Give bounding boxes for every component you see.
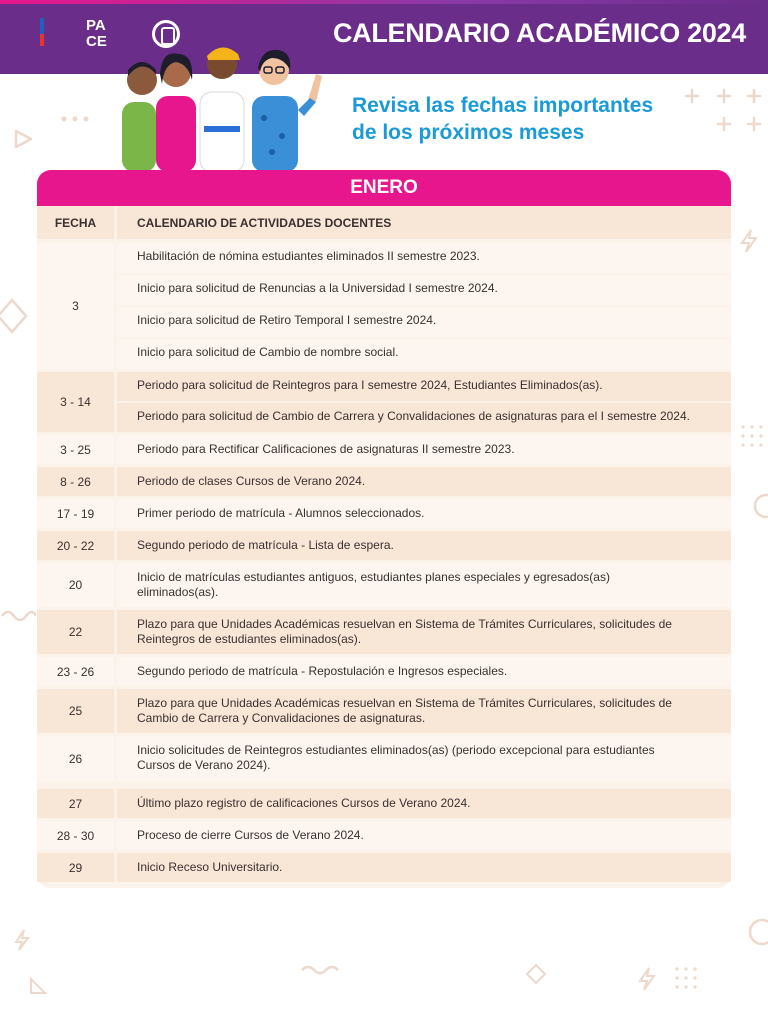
table-row (37, 736, 731, 782)
row-date: 25 (37, 689, 114, 733)
row-date: 28 - 30 (37, 821, 114, 850)
triangle-bottom-icon (28, 976, 48, 996)
plus-pattern-icon (684, 88, 764, 138)
activity-item: Primer periodo de matrícula - Alumnos seleccionados. (137, 506, 425, 520)
row-divider (117, 305, 731, 307)
row-activities (117, 467, 731, 496)
row-activities (117, 531, 731, 560)
table-row (37, 435, 731, 464)
dot-grid-right-icon (740, 424, 764, 448)
row-activities (117, 821, 731, 850)
activity-item: Periodo para Rectificar Calificaciones de asignaturas II semestre 2023. (137, 442, 515, 456)
activity-item: Periodo para solicitud de Reintegros para I semestre 2024, Estudiantes Eliminados(as). (137, 378, 603, 392)
row-activities (117, 657, 731, 686)
calendar-table (37, 206, 731, 888)
hero-subtitle-line-2: de los próximos meses (352, 121, 585, 144)
activity-item: Periodo para solicitud de Cambio de Carrera y Convalidaciones de asignaturas para el I semestre 2024. (137, 409, 690, 423)
row-date: 8 - 26 (37, 467, 114, 496)
activity-item: Inicio Receso Universitario. (137, 860, 283, 874)
row-activities (117, 736, 731, 782)
circle-bottom-icon (740, 916, 768, 950)
row-date: 20 - 22 (37, 531, 114, 560)
table-row (37, 372, 731, 432)
activity-item: Inicio para solicitud de Cambio de nombre social. (137, 345, 399, 359)
table-row (37, 657, 731, 686)
activity-item: Plazo para que Unidades Académicas resuelvan en Sistema de Trámites Curriculares, solicitudes de (137, 617, 672, 631)
activity-item: Último plazo registro de calificaciones Cursos de Verano 2024. (137, 796, 471, 810)
row-date: 3 (37, 243, 114, 369)
activity-item: Cursos de Verano 2024). (137, 758, 271, 772)
row-activities (117, 435, 731, 464)
activity-item: Habilitación de nómina estudiantes eliminados II semestre 2023. (137, 249, 480, 263)
dot-grid-bottom-icon (674, 966, 698, 990)
activity-item: Segundo periodo de matrícula - Repostulación e Ingresos especiales. (137, 664, 508, 678)
bolt-bottom-icon (636, 966, 658, 992)
gobierno-logo (40, 18, 78, 54)
row-activities (117, 789, 731, 818)
activity-item: Proceso de cierre Cursos de Verano 2024. (137, 828, 364, 842)
hero-subtitle (352, 92, 682, 146)
table-row (37, 563, 731, 607)
row-date: 17 - 19 (37, 499, 114, 528)
activity-item: Inicio para solicitud de Renuncias a la Universidad I semestre 2024. (137, 281, 498, 295)
row-date: 23 - 26 (37, 657, 114, 686)
activity-item: eliminados(as). (137, 585, 219, 599)
activity-item: Cambio de Carrera y Convalidaciones de asignaturas. (137, 711, 426, 725)
column-header-activity: CALENDARIO DE ACTIVIDADES DOCENTES (117, 206, 731, 239)
activity-item: Periodo de clases Cursos de Verano 2024. (137, 474, 366, 488)
row-activities (117, 853, 731, 882)
diamond-left-icon (0, 296, 30, 336)
row-date: 27 (37, 789, 114, 818)
hero-subtitle-line-1: Revisa las fechas importantes (352, 94, 654, 117)
circle-right-icon (744, 492, 768, 520)
table-row (37, 243, 731, 369)
table-row (37, 610, 731, 654)
row-divider (117, 337, 731, 339)
activity-item: Plazo para que Unidades Académicas resuelvan en Sistema de Trámites Curriculares, solicitudes de (137, 696, 672, 710)
triangle-icon (12, 128, 34, 150)
row-activities (117, 610, 731, 654)
row-divider (117, 401, 731, 403)
dots-icon (60, 114, 90, 124)
row-date: 22 (37, 610, 114, 654)
row-date: 26 (37, 736, 114, 782)
activity-item: Inicio solicitudes de Reintegros estudiantes eliminados(as) (periodo excepcional para estudiantes (137, 743, 655, 757)
pace-logo-letters-2: CE (86, 33, 107, 50)
wave-bottom-icon (300, 962, 340, 976)
table-row (37, 821, 731, 850)
bolt-left-icon (12, 928, 32, 952)
row-date: 3 - 25 (37, 435, 114, 464)
row-activities (117, 243, 731, 369)
row-activities (117, 372, 731, 432)
row-activities (117, 563, 731, 607)
table-row (37, 499, 731, 528)
table-row (37, 531, 731, 560)
activity-item: Inicio de matrículas estudiantes antiguos, estudiantes planes especiales y egresados(as) (137, 570, 610, 584)
row-date: 29 (37, 853, 114, 882)
row-date: 3 - 14 (37, 372, 114, 432)
table-row (37, 853, 731, 882)
month-header: ENERO (37, 170, 731, 206)
students-illustration (112, 40, 336, 172)
row-date: 20 (37, 563, 114, 607)
activity-item: Reintegros de estudiantes eliminados(as). (137, 632, 362, 646)
diamond-bottom-icon (524, 962, 548, 986)
table-row (37, 467, 731, 496)
bolt-right-icon (738, 228, 760, 254)
row-activities (117, 499, 731, 528)
table-row (37, 789, 731, 818)
header-stripe (0, 0, 768, 4)
activity-item: Inicio para solicitud de Retiro Temporal I semestre 2024. (137, 313, 437, 327)
activity-item: Segundo periodo de matrícula - Lista de espera. (137, 538, 394, 552)
row-divider (117, 273, 731, 275)
wave-left-icon (0, 604, 36, 626)
table-row (37, 689, 731, 733)
row-activities (117, 689, 731, 733)
page-title: CALENDARIO ACADÉMICO 2024 (332, 18, 746, 48)
table-header-row (37, 206, 731, 239)
column-header-date: FECHA (37, 206, 114, 239)
pace-logo-letters-1: PA (86, 17, 106, 34)
